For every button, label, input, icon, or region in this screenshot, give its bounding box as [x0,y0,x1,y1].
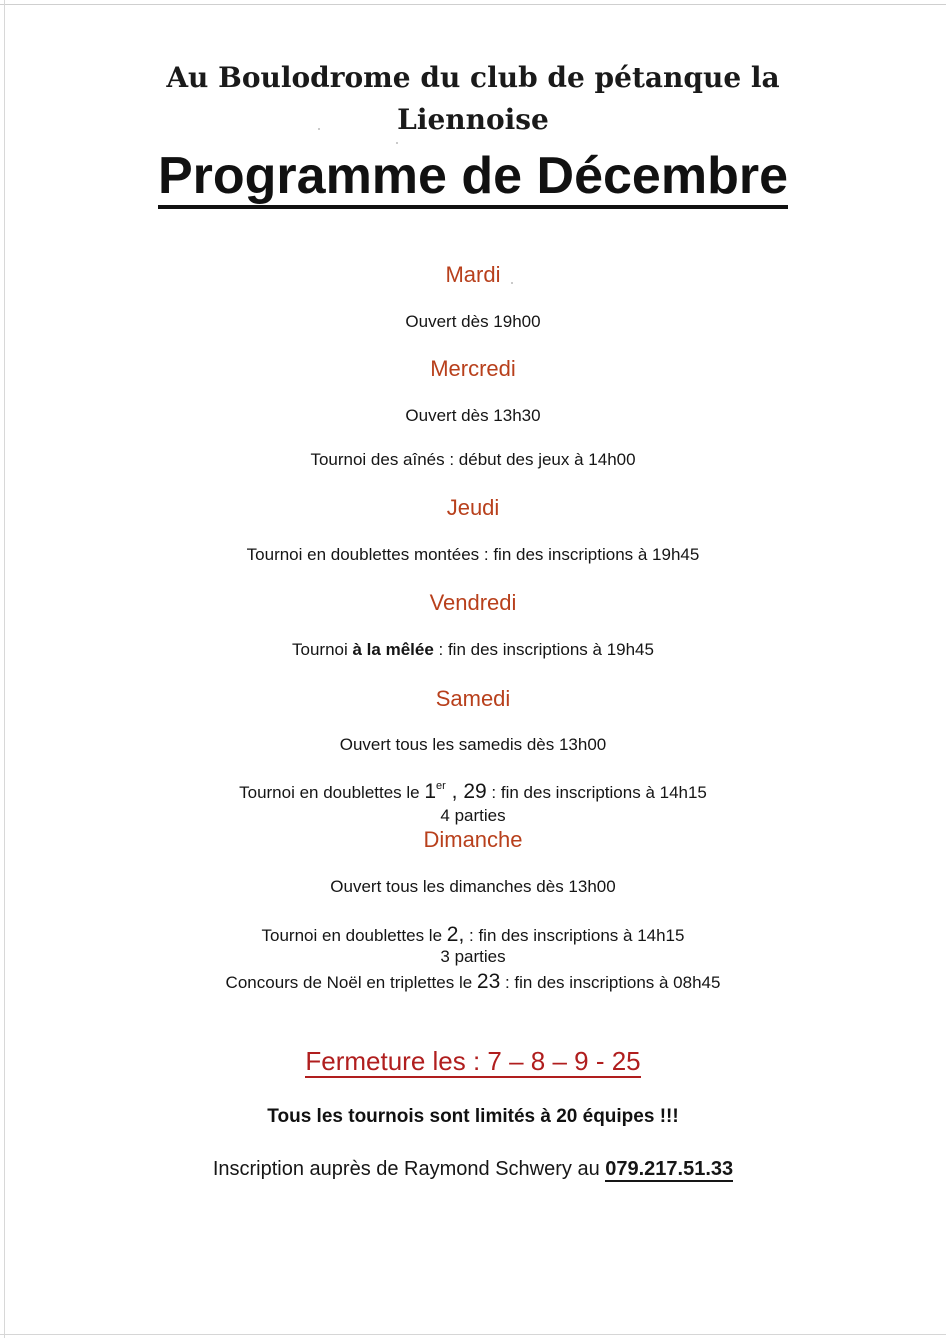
day-heading-dimanche: Dimanche [423,827,523,852]
samedi-date-2: 29 [463,780,487,803]
dimanche-tournament-line [0,924,946,947]
vendredi-line-bold: à la mêlée [352,640,434,659]
day-heading-jeudi: Jeudi [446,495,500,520]
scan-edge-top [0,4,946,5]
page-title-text: Programme de Décembre [158,147,788,209]
dimanche-open-line: Ouvert tous les dimanches dès 13h00 [330,877,616,896]
dimanche-parts: 3 parties [440,947,506,966]
day-heading-vendredi: Vendredi [429,590,517,615]
page-title [0,145,946,209]
jeudi-line-1: Tournoi en doublettes montées : fin des inscriptions à 19h45 [246,545,700,564]
registration-contact [0,1155,946,1183]
dimanche-noel-line [0,971,946,994]
scan-speck [396,142,398,144]
samedi-parts: 4 parties [440,806,506,825]
samedi-open-line: Ouvert tous les samedis dès 13h00 [339,735,607,754]
samedi-tournament-line [0,781,946,804]
day-heading-samedi: Samedi [435,686,511,711]
samedi-date-1-sup: er [436,780,446,792]
vendredi-line-prefix: Tournoi [292,640,353,659]
dimanche-tournament-date: 2, [446,923,465,946]
samedi-tournament-prefix: Tournoi en doublettes le [239,783,425,802]
samedi-date-sep: , [445,780,464,803]
closing-days-text: Fermeture les : 7 – 8 – 9 - 25 [305,1046,641,1076]
dimanche-tournament-suffix: : fin des inscriptions à 14h15 [464,926,685,945]
contact-prefix: Inscription auprès de Raymond Schwery au [212,1158,606,1180]
vendredi-line-suffix: : fin des inscriptions à 19h45 [433,640,654,659]
scan-edge-bottom [0,1334,946,1335]
dimanche-noel-suffix: : fin des inscriptions à 08h45 [500,973,721,992]
samedi-date-1: 1 [424,780,437,803]
mardi-line-1: Ouvert dès 19h00 [405,312,541,331]
vendredi-line-1 [0,639,946,661]
venue-heading-line1: Au Boulodrome du club de pétanque la [166,61,780,94]
dimanche-tournament-prefix: Tournoi en doublettes le [261,926,447,945]
mercredi-line-2: Tournoi des aînés : début des jeux à 14h00 [310,450,636,469]
dimanche-noel-date: 23 [476,970,501,993]
day-heading-mardi: Mardi [445,262,501,287]
contact-phone: 079.217.51.33 [605,1158,734,1180]
closing-days-notice [0,1044,946,1078]
samedi-tournament-suffix: : fin des inscriptions à 14h15 [486,783,707,802]
dimanche-noel-prefix: Concours de Noël en triplettes le [225,973,477,992]
day-heading-mercredi: Mercredi [430,356,516,381]
team-limit-notice: Tous les tournois sont limités à 20 équipes !!! [267,1106,679,1127]
venue-heading-line2: Liennoise [397,103,549,136]
mercredi-line-1: Ouvert dès 13h30 [405,406,541,425]
